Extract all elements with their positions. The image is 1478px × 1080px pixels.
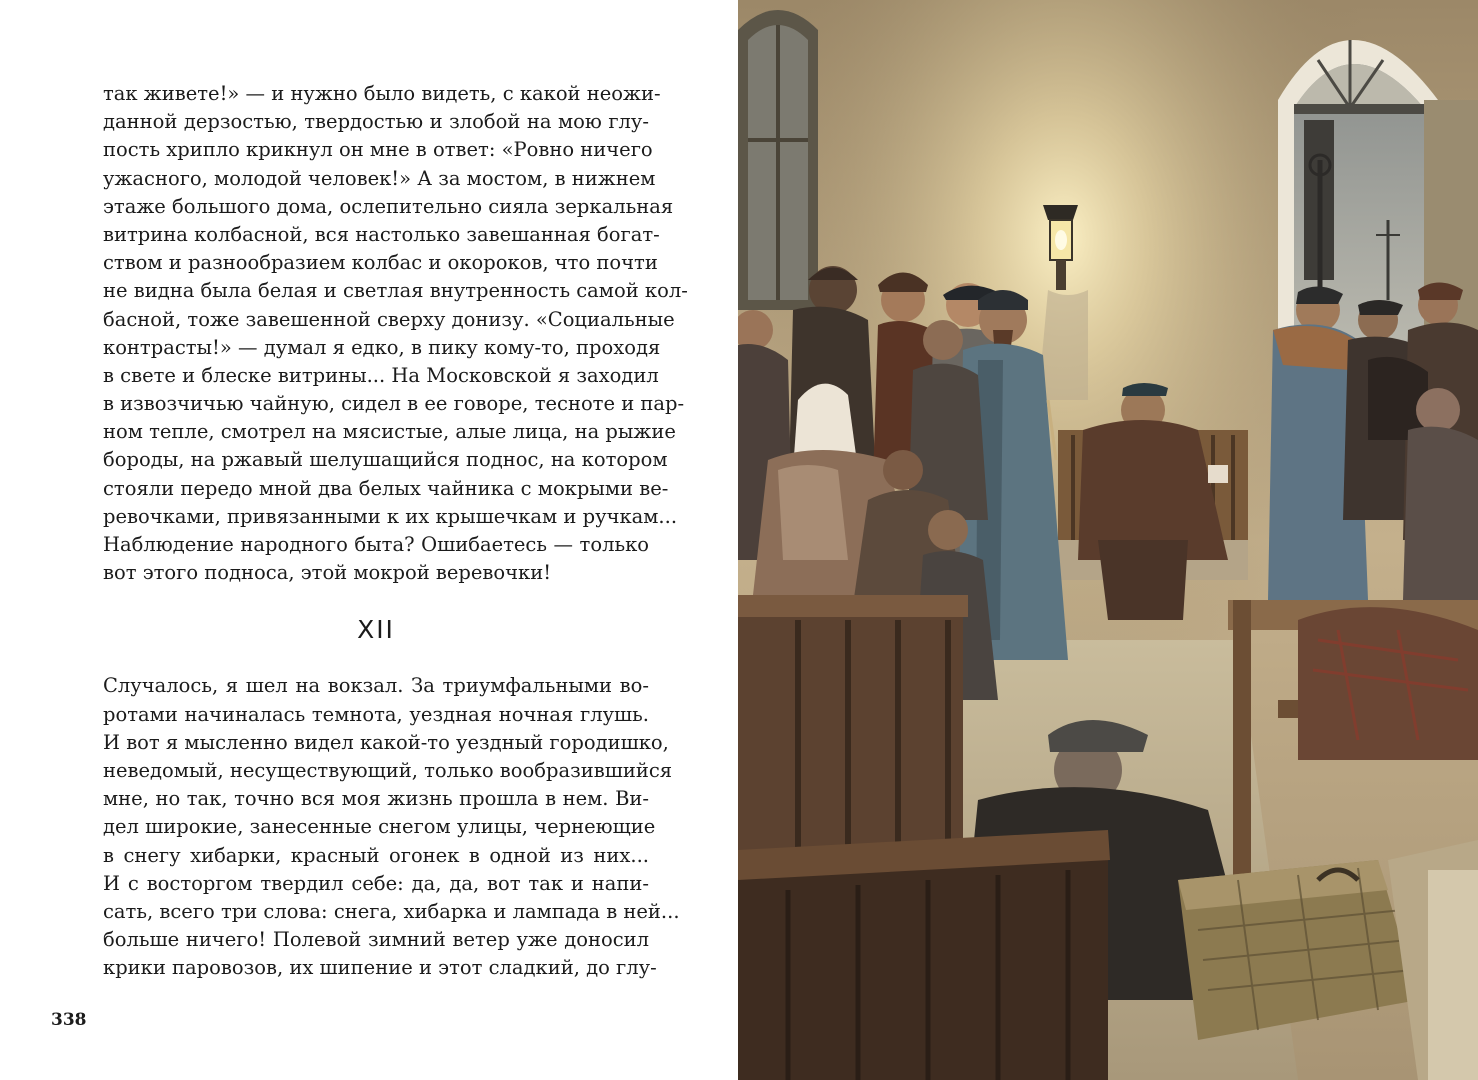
text-line: дел широкие, занесенные снегом улицы, чернеющие xyxy=(103,815,656,839)
text-line: в свете и блеске витрины... На Московской я заходил xyxy=(103,363,659,387)
text-line: стояли передо мной два белых чайника с мокрыми ве- xyxy=(103,476,669,500)
text-line: ном тепле, смотрел на мясистые, алые лица, на рыжие xyxy=(103,420,676,444)
text-line: ством и разнообразием колбас и окороков, что почти xyxy=(103,251,658,275)
watercolor-illustration xyxy=(738,0,1478,1080)
text-line: Наблюдение народного быта? Ошибаетесь — только xyxy=(103,533,649,556)
text-line: крики паровозов, их шипение и этот сладкий, до глу- xyxy=(103,956,657,980)
page-number: 338 xyxy=(51,1010,87,1030)
text-block xyxy=(103,80,688,982)
left-window xyxy=(738,10,818,310)
text-line: ротами начиналась темнота, уездная ночная глушь. xyxy=(103,702,649,726)
text-line: бороды, на ржавый шелушащийся поднос, на котором xyxy=(103,448,668,472)
bench-left xyxy=(738,595,968,860)
text-line: в извозчичью чайную, сидел в ее говоре, тесноте и пар- xyxy=(103,392,685,416)
text-line: И вот я мысленно видел какой-то уездный городишко, xyxy=(103,730,669,754)
text-line: витрина колбасной, вся настолько завешанная богат- xyxy=(103,222,660,246)
text-line: пость хрипло крикнул он мне в ответ: «Ровно ничего xyxy=(103,138,653,162)
illustration-station-waiting-room xyxy=(738,0,1478,1080)
bench-foreground xyxy=(738,830,1110,1080)
text-line: И с восторгом твердил себе: да, да, вот так и напи- xyxy=(103,871,649,895)
text-line: так живете!» — и нужно было видеть, с какой неожи- xyxy=(103,82,661,105)
text-line: Случалось, я шел на вокзал. За триумфальными во- xyxy=(103,674,649,698)
text-line: в снегу хибарки, красный огонек в одной из них... xyxy=(103,843,649,867)
text-line: мне, но так, точно вся моя жизнь прошла в нем. Ви- xyxy=(103,787,649,811)
text-line: ревочками, привязанными к их крышечкам и ручкам... xyxy=(103,504,678,528)
text-line: не видна была белая и светлая внутренность самой кол- xyxy=(103,279,688,303)
text-line: вот этого подноса, этой мокрой веревочки! xyxy=(103,561,552,585)
text-line: больше ничего! Полевой зимний ветер уже доносил xyxy=(103,928,649,952)
text-line: данной дерзостью, твердостью и злобой на мою глу- xyxy=(103,110,649,134)
text-line: этаже большого дома, ослепительно сияла зеркальная xyxy=(103,194,674,218)
text-line: басной, тоже завешенной сверху донизу. «Социальные xyxy=(103,307,675,331)
text-line: сать, всего три слова: снега, хибарка и лампада в ней... xyxy=(103,899,680,923)
text-page xyxy=(0,0,738,1080)
chapter-heading: XII xyxy=(357,615,395,645)
paragraph-2 xyxy=(103,672,680,982)
text-line: неведомый, несуществующий, только вообразившийся xyxy=(103,758,673,782)
paragraph-1 xyxy=(103,80,688,587)
text-line: ужасного, молодой человек!» А за мостом, в нижнем xyxy=(103,166,656,190)
text-line: контрасты!» — думал я едко, в пику кому-то, проходя xyxy=(103,335,661,359)
